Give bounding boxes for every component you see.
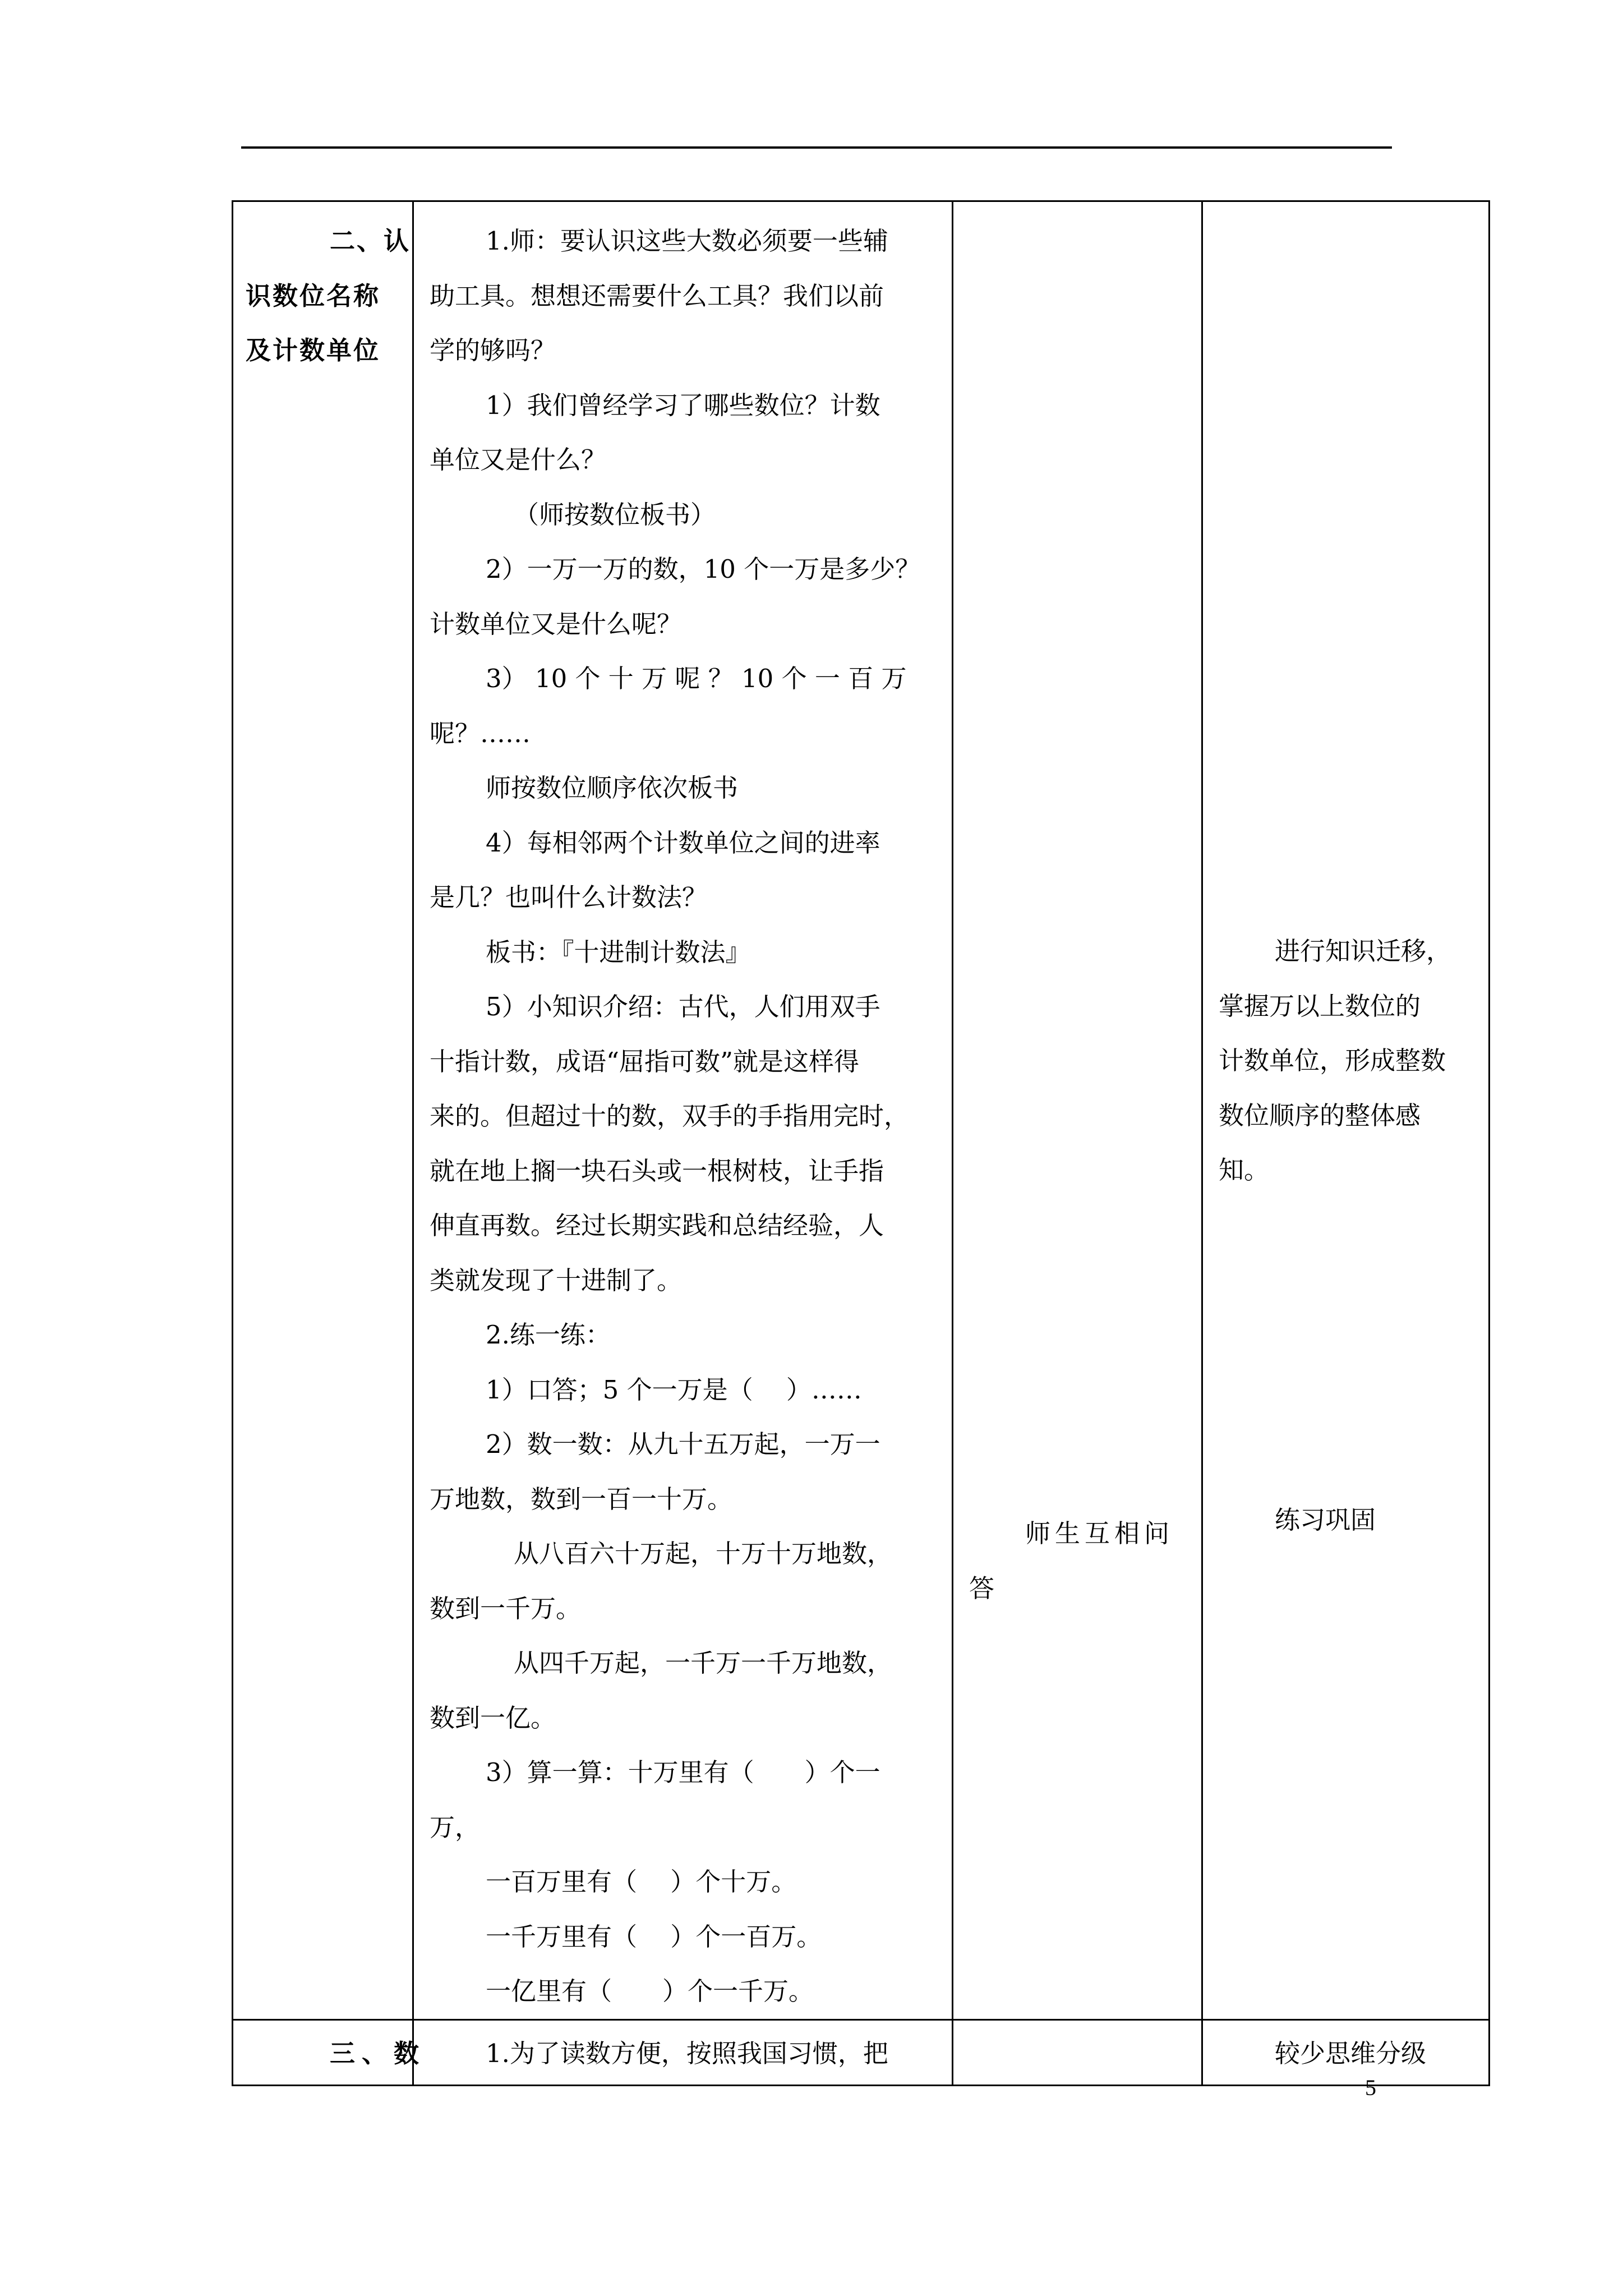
- content-line: 数到一亿。: [430, 1703, 556, 1733]
- stage-title-line: 二、认: [330, 226, 411, 256]
- content-line: 一百万里有（ ）个十万。: [486, 1867, 797, 1897]
- content-line: 计数单位又是什么呢？: [430, 609, 683, 639]
- content-line: 万地数，数到一百一十万。: [430, 1484, 733, 1514]
- content-line: 1）我们曾经学习了哪些数位？计数: [486, 390, 880, 420]
- intent-line: 知。: [1219, 1155, 1270, 1185]
- content-line: 从四千万起，一千万一千万地数，: [514, 1648, 893, 1678]
- stage-title-line: 及计数单位: [246, 335, 381, 365]
- content-line: 单位又是什么？: [430, 445, 607, 475]
- content-line: 1.师：要认识这些大数必须要一些辅: [486, 226, 888, 256]
- intent-line: 较少思维分级: [1275, 2038, 1427, 2068]
- content-line: 2.练一练：: [486, 1320, 611, 1350]
- intent-line: 练习巩固: [1275, 1504, 1376, 1535]
- content-line: 类就发现了十进制了。: [430, 1265, 683, 1295]
- content-line: 师按数位顺序依次板书: [486, 773, 739, 803]
- content-line: 万，: [430, 1812, 481, 1842]
- activity-line: 答: [969, 1573, 995, 1603]
- intent-line: 计数单位，形成整数: [1219, 1046, 1446, 1075]
- stage-title-line: 识数位名称: [246, 280, 381, 311]
- content-line: 5）小知识介绍：古代，人们用双手: [486, 992, 880, 1022]
- content-line: 伸直再数。经过长期实践和总结经验，人: [430, 1211, 884, 1240]
- content-cell: [413, 201, 953, 2020]
- table-row: [233, 2019, 1490, 2085]
- content-line: 板书：『十进制计数法』: [486, 937, 751, 967]
- page-number: 5: [1365, 2075, 1376, 2100]
- content-line: 2）一万一万的数，10 个一万是多少？: [486, 554, 921, 584]
- content-cell: [413, 2019, 953, 2085]
- content-line: 数到一千万。: [430, 1593, 582, 1623]
- table-row: [233, 201, 1490, 2020]
- header-rule: [241, 146, 1392, 149]
- content-line: 呢？……: [430, 718, 531, 748]
- content-line: 一千万里有（ ）个一百万。: [486, 1921, 822, 1952]
- intent-cell: [1202, 201, 1490, 2020]
- intent-line: 掌握万以上数位的: [1219, 991, 1421, 1021]
- intent-cell: [1202, 2019, 1490, 2085]
- content-line: 从八百六十万起，十万十万地数，: [514, 1539, 893, 1568]
- activity-cell: [953, 201, 1202, 2020]
- activity-line: 师生互相问: [1025, 1519, 1174, 1548]
- stage-title-line: 三、数: [330, 2038, 426, 2068]
- content-line: 就在地上搁一块石头或一根树枝，让手指: [430, 1156, 884, 1186]
- content-line: 是几？也叫什么计数法？: [430, 882, 708, 912]
- content-line: 十指计数，成语“屈指可数”就是这样得: [430, 1046, 860, 1076]
- content-line: （师按数位板书）: [514, 499, 716, 530]
- content-line: 1.为了读数方便，按照我国习惯，把: [486, 2038, 888, 2068]
- intent-line: 数位顺序的整体感: [1219, 1100, 1421, 1130]
- content-line: 4）每相邻两个计数单位之间的进率: [486, 827, 880, 858]
- content-line: 一亿里有（ ）个一千万。: [486, 1976, 814, 2006]
- stage-cell: [233, 201, 413, 2020]
- content-line: 来的。但超过十的数，双手的手指用完时，: [430, 1101, 910, 1131]
- content-line: 2）数一数：从九十五万起，一万一: [486, 1429, 880, 1459]
- lesson-plan-table: [232, 200, 1490, 2086]
- content-line: 1）口答；5 个一万是（ ）……: [486, 1374, 862, 1405]
- activity-cell: [953, 2019, 1202, 2085]
- content-line: 学的够吗？: [430, 335, 556, 365]
- content-line: 3） 10 个 十 万 呢 ？ 10 个 一 百 万: [486, 664, 907, 693]
- intent-line: 进行知识迁移，: [1275, 936, 1452, 966]
- content-line: 助工具。想想还需要什么工具？我们以前: [430, 280, 884, 311]
- stage-cell: [233, 2019, 426, 2085]
- content-line: 3）算一算：十万里有（ ）个一: [486, 1757, 880, 1787]
